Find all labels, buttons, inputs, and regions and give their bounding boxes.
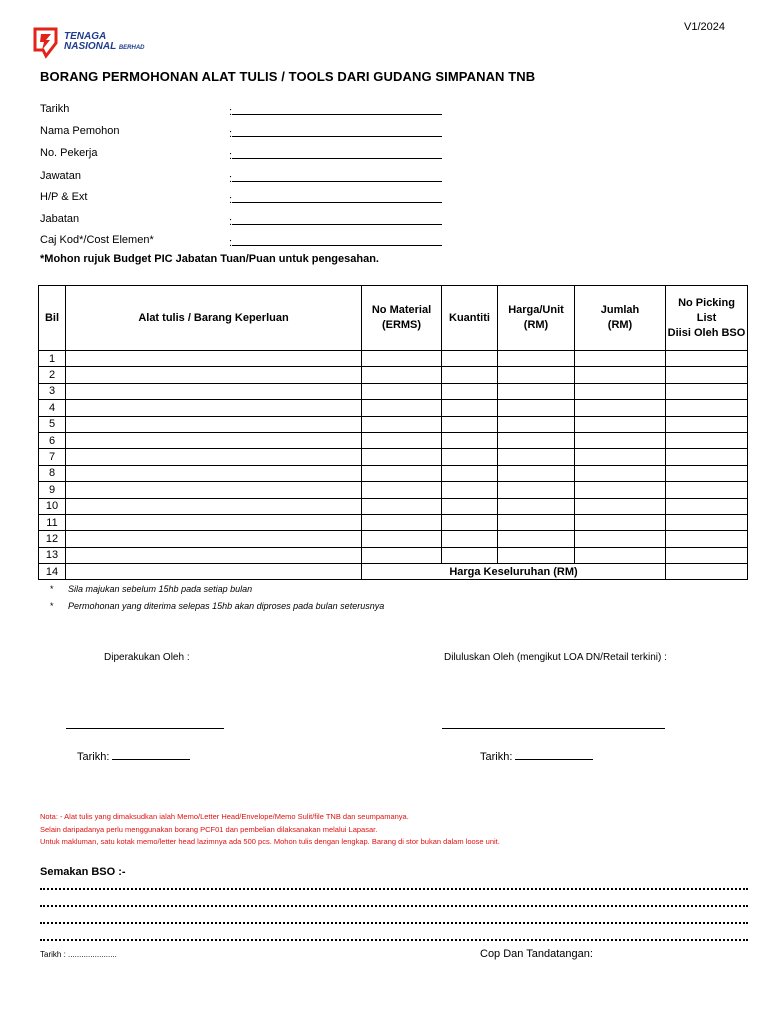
cell-item[interactable] xyxy=(66,351,362,367)
semakan-dotted-line-2[interactable] xyxy=(40,905,748,907)
cell-price[interactable] xyxy=(498,531,575,547)
cell-price[interactable] xyxy=(498,351,575,367)
grand-total-label: Harga Keseluruhan (RM) xyxy=(362,564,666,580)
field-label-tarikh: Tarikh xyxy=(40,103,70,115)
semakan-dotted-line-3[interactable] xyxy=(40,922,748,924)
cell-material[interactable] xyxy=(362,351,442,367)
cell-material[interactable] xyxy=(362,547,442,563)
cell-qty[interactable] xyxy=(442,367,498,383)
cell-total[interactable] xyxy=(575,531,666,547)
cell-total[interactable] xyxy=(575,498,666,514)
cell-material[interactable] xyxy=(362,514,442,530)
header-price-l2: (RM) xyxy=(523,319,549,331)
cell-picking[interactable] xyxy=(666,351,748,367)
header-material-l1: No Material xyxy=(371,304,432,316)
tnb-logo xyxy=(32,26,162,60)
sig-right-line[interactable] xyxy=(442,728,665,729)
row-number: 10 xyxy=(39,498,66,514)
cell-picking[interactable] xyxy=(666,383,748,399)
cell-total[interactable] xyxy=(575,400,666,416)
cell-item[interactable] xyxy=(66,514,362,530)
row-number: 3 xyxy=(39,383,66,399)
field-label-no-pekerja: No. Pekerja xyxy=(40,147,98,159)
row-number: 6 xyxy=(39,432,66,448)
cell-total[interactable] xyxy=(575,416,666,432)
field-label-nama: Nama Pemohon xyxy=(40,125,120,137)
cell-picking[interactable] xyxy=(666,514,748,530)
sig-left-label: Diperakukan Oleh : xyxy=(104,652,190,663)
cell-total[interactable] xyxy=(575,547,666,563)
table-row xyxy=(39,449,748,465)
cell-material[interactable] xyxy=(362,465,442,481)
cell-qty[interactable] xyxy=(442,465,498,481)
cell-price[interactable] xyxy=(498,514,575,530)
red-note-line-1: Nota: - Alat tulis yang dimaksudkan ialah Memo/Letter Head/Envelope/Memo Sulit/file TNB dan seumpamanya. xyxy=(40,812,409,821)
bullet-text: Permohonan yang diterima selepas 15hb akan diproses pada bulan seterusnya xyxy=(68,601,385,611)
table-row xyxy=(39,400,748,416)
cell-total[interactable] xyxy=(575,383,666,399)
cop-label: Cop Dan Tandatangan: xyxy=(480,948,593,960)
row-number: 4 xyxy=(39,400,66,416)
logo-line3: BERHAD xyxy=(118,45,145,51)
cell-picking[interactable] xyxy=(666,482,748,498)
bullet-note-1 xyxy=(50,584,252,594)
red-note-line-2: Selain daripadanya perlu menggunakan borang PCF01 dan pembelian dilaksanakan melalui Lapasar. xyxy=(40,824,378,834)
table-row xyxy=(39,383,748,399)
bullet-text: Sila majukan sebelum 15hb pada setiap bulan xyxy=(68,584,253,594)
cell-picking[interactable] xyxy=(666,432,748,448)
cell-item[interactable] xyxy=(66,416,362,432)
footer-tarikh: Tarikh : ...................... xyxy=(40,950,117,959)
header-picking-l3: Diisi Oleh BSO xyxy=(667,326,746,339)
row-number: 12 xyxy=(39,531,66,547)
table-header-row xyxy=(39,286,748,351)
row-number: 7 xyxy=(39,449,66,465)
cell-material[interactable] xyxy=(362,482,442,498)
cell-total[interactable] xyxy=(575,449,666,465)
header-item: Alat tulis / Barang Keperluan xyxy=(66,286,362,351)
header-material-l2: (ERMS) xyxy=(381,319,422,331)
red-note-line-3: Untuk makluman, satu kotak memo/letter head lazimnya ada 500 pcs. Mohon tulis dengan lengkap. Barang di stor bukan dalam loose unit. xyxy=(40,837,500,846)
cell-picking[interactable] xyxy=(666,449,748,465)
cell-material[interactable] xyxy=(362,416,442,432)
sig-left-line[interactable] xyxy=(66,728,224,729)
version-label: V1/2024 xyxy=(684,21,725,33)
row-number: 8 xyxy=(39,465,66,481)
header-picking-l1: No Picking xyxy=(678,296,735,309)
cell-qty[interactable] xyxy=(442,400,498,416)
budget-note: *Mohon rujuk Budget PIC Jabatan Tuan/Puan untuk pengesahan. xyxy=(40,253,379,265)
cell-item[interactable] xyxy=(66,498,362,514)
cell-price[interactable] xyxy=(498,383,575,399)
header-qty: Kuantiti xyxy=(442,286,498,351)
form-title: BORANG PERMOHONAN ALAT TULIS / TOOLS DARI GUDANG SIMPANAN TNB xyxy=(40,69,536,84)
field-input-caj-kod[interactable] xyxy=(229,234,442,249)
cell-picking[interactable] xyxy=(666,498,748,514)
field-input-nama[interactable] xyxy=(229,125,442,140)
field-input-jawatan[interactable] xyxy=(229,170,442,185)
cell-total[interactable] xyxy=(575,482,666,498)
field-input-hp-ext[interactable] xyxy=(229,191,442,206)
cell-qty[interactable] xyxy=(442,351,498,367)
bullet-star: * xyxy=(50,584,54,594)
cell-material[interactable] xyxy=(362,531,442,547)
cell-qty[interactable] xyxy=(442,514,498,530)
table-row xyxy=(39,514,748,530)
header-picking xyxy=(666,286,748,351)
cell-total[interactable] xyxy=(575,465,666,481)
row-number: 9 xyxy=(39,482,66,498)
cell-price[interactable] xyxy=(498,498,575,514)
header-material xyxy=(362,286,442,351)
row-number: 13 xyxy=(39,547,66,563)
cell-item[interactable] xyxy=(66,547,362,563)
red-note xyxy=(40,811,500,849)
field-label-caj-kod: Caj Kod*/Cost Elemen* xyxy=(40,234,154,246)
header-total xyxy=(575,286,666,351)
logo-line2: NASIONAL xyxy=(64,41,117,52)
cell-qty[interactable] xyxy=(442,531,498,547)
table-row xyxy=(39,482,748,498)
table-row xyxy=(39,498,748,514)
row-number: 5 xyxy=(39,416,66,432)
table-row xyxy=(39,531,748,547)
field-input-jabatan[interactable] xyxy=(229,213,442,228)
field-sep: : xyxy=(229,106,233,118)
cell-material[interactable] xyxy=(362,367,442,383)
logo-wordmark xyxy=(64,32,145,53)
bullet-star: * xyxy=(50,601,54,611)
semakan-dotted-line-4[interactable] xyxy=(40,939,748,941)
cell-material[interactable] xyxy=(362,400,442,416)
cell-qty[interactable] xyxy=(442,482,498,498)
cell-item[interactable] xyxy=(66,432,362,448)
cell-price[interactable] xyxy=(498,465,575,481)
header-total-l1: Jumlah xyxy=(600,304,640,316)
field-sep: : xyxy=(229,128,233,140)
cell-picking[interactable] xyxy=(666,547,748,563)
sig-left-date[interactable] xyxy=(77,748,190,763)
cell-picking[interactable] xyxy=(666,465,748,481)
cell-price[interactable] xyxy=(498,432,575,448)
header-price-l1: Harga/Unit xyxy=(508,304,564,316)
cell-total[interactable] xyxy=(575,367,666,383)
row-number: 2 xyxy=(39,367,66,383)
cell-item[interactable] xyxy=(66,400,362,416)
cell-item[interactable] xyxy=(66,465,362,481)
cell-price[interactable] xyxy=(498,449,575,465)
field-label-jawatan: Jawatan xyxy=(40,170,81,182)
sig-right-date[interactable] xyxy=(480,748,593,763)
cell-item[interactable] xyxy=(66,482,362,498)
cell-item[interactable] xyxy=(66,449,362,465)
cell-price[interactable] xyxy=(498,482,575,498)
row-number: 14 xyxy=(39,564,66,580)
cell-total[interactable] xyxy=(575,514,666,530)
cell-material[interactable] xyxy=(362,383,442,399)
cell-picking[interactable] xyxy=(666,367,748,383)
table-row xyxy=(39,432,748,448)
cell-price[interactable] xyxy=(498,416,575,432)
table-row xyxy=(39,367,748,383)
cell-total[interactable] xyxy=(575,432,666,448)
cell-price[interactable] xyxy=(498,547,575,563)
cell-item[interactable] xyxy=(66,531,362,547)
cell-qty[interactable] xyxy=(442,547,498,563)
field-sep: : xyxy=(229,194,233,206)
table-row xyxy=(39,547,748,563)
semakan-dotted-line-1[interactable] xyxy=(40,888,748,890)
row-number: 1 xyxy=(39,351,66,367)
cell-price[interactable] xyxy=(498,367,575,383)
field-label-hp-ext: H/P & Ext xyxy=(40,191,88,203)
cell-picking[interactable] xyxy=(666,564,748,580)
items-table xyxy=(38,285,748,580)
cell-item[interactable] xyxy=(66,383,362,399)
sig-left-date-label: Tarikh: xyxy=(77,751,110,763)
cell-material[interactable] xyxy=(362,449,442,465)
field-sep: : xyxy=(229,173,233,185)
field-sep: : xyxy=(229,237,233,249)
cell-qty[interactable] xyxy=(442,449,498,465)
sig-right-label: Diluluskan Oleh (mengikut LOA DN/Retail terkini) : xyxy=(444,652,667,663)
tnb-logo-icon xyxy=(32,26,62,60)
cell-qty[interactable] xyxy=(442,383,498,399)
logo-line1: TENAGA xyxy=(64,31,107,42)
field-input-no-pekerja[interactable] xyxy=(229,147,442,162)
header-price xyxy=(498,286,575,351)
bullet-note-2 xyxy=(50,601,384,611)
table-row xyxy=(39,351,748,367)
sig-right-date-label: Tarikh: xyxy=(480,751,513,763)
cell-total[interactable] xyxy=(575,351,666,367)
cell-qty[interactable] xyxy=(442,498,498,514)
cell-picking[interactable] xyxy=(666,416,748,432)
field-label-jabatan: Jabatan xyxy=(40,213,80,225)
field-input-tarikh[interactable] xyxy=(229,103,442,118)
cell-item[interactable] xyxy=(66,564,362,580)
field-sep: : xyxy=(229,216,233,228)
cell-item[interactable] xyxy=(66,367,362,383)
table-row xyxy=(39,564,748,580)
cell-picking[interactable] xyxy=(666,400,748,416)
cell-material[interactable] xyxy=(362,498,442,514)
semakan-label: Semakan BSO :- xyxy=(40,866,126,878)
cell-material[interactable] xyxy=(362,432,442,448)
header-total-l2: (RM) xyxy=(607,319,633,331)
cell-price[interactable] xyxy=(498,400,575,416)
header-bil: Bil xyxy=(39,286,66,351)
row-number: 11 xyxy=(39,514,66,530)
cell-qty[interactable] xyxy=(442,432,498,448)
table-row xyxy=(39,416,748,432)
cell-picking[interactable] xyxy=(666,531,748,547)
header-picking-l2: List xyxy=(696,311,717,324)
table-row xyxy=(39,465,748,481)
cell-qty[interactable] xyxy=(442,416,498,432)
field-sep: : xyxy=(229,150,233,162)
